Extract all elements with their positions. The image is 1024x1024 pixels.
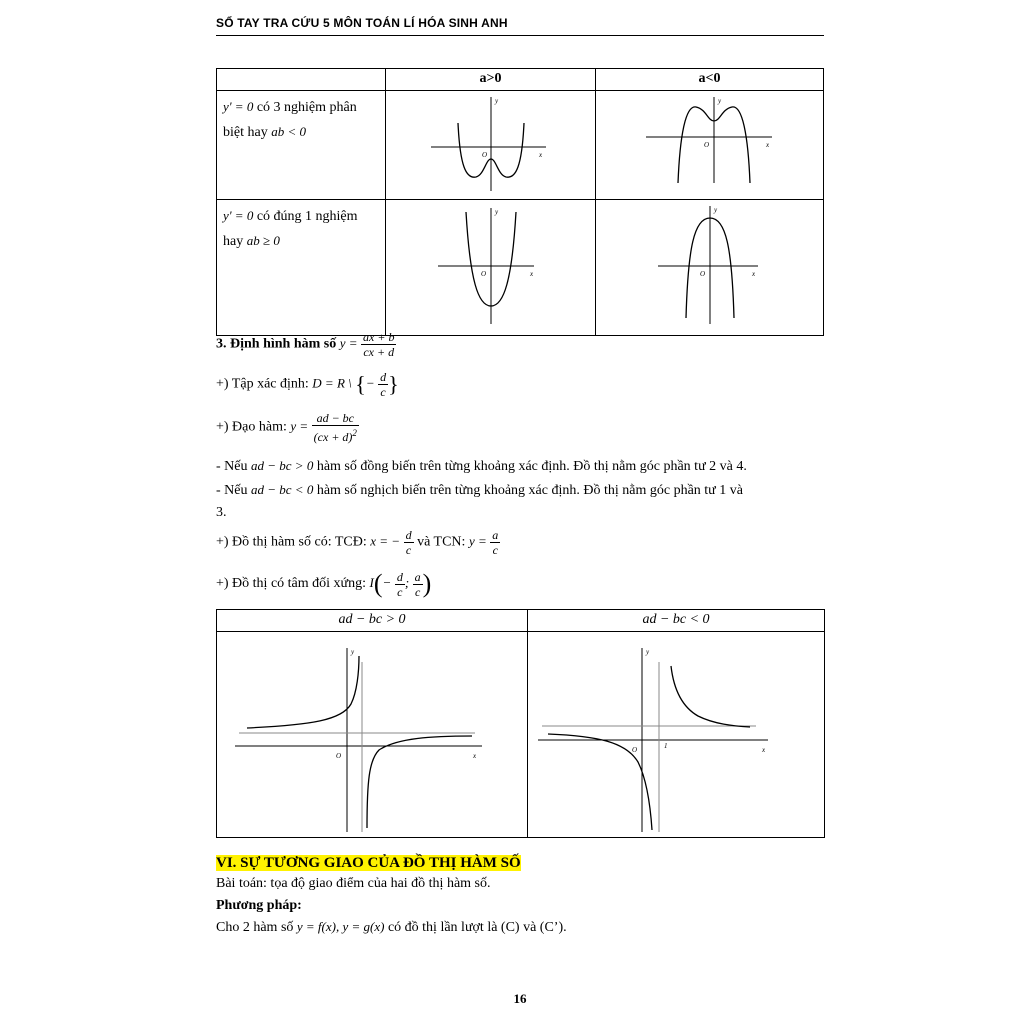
col-header-positive: ad − bc > 0 (217, 610, 528, 632)
given-suffix: có đồ thị lần lượt là (C) và (C’). (387, 920, 567, 935)
col-header-a-negative: a<0 (596, 69, 824, 91)
curve-right-branch (367, 736, 472, 828)
graph-cap-shape (596, 200, 823, 330)
case2-text: hàm số nghịch biến trên từng khoảng xác định. Đồ thị nằm góc phần tư 1 và (316, 483, 743, 498)
case2-line (216, 482, 743, 499)
graph-decreasing-hyperbola (528, 632, 824, 832)
section6-method: Phương pháp: (216, 898, 302, 913)
derivative-label: +) Đạo hàm: (216, 419, 287, 435)
case2-prefix: - Nếu (216, 483, 248, 498)
rational-shapes-table (216, 609, 825, 838)
curve-right-branch (671, 666, 750, 727)
asymptote-x-fraction: $\frac{d}{c}$ (405, 528, 412, 557)
asymptote-y-fraction: $\frac{a}{c}$ (492, 528, 499, 557)
text-or: hay (223, 234, 244, 249)
section3-title: 3. Định hình hàm số (216, 336, 337, 352)
given-math: y = f(x), y = g(x) (296, 919, 385, 934)
y-axis-label: y (714, 206, 718, 214)
brace-open: { (355, 371, 366, 397)
running-header: SỔ TAY TRA CỨU 5 MÔN TOÁN LÍ HÓA SINH ANH (216, 16, 508, 30)
col-header-negative: ad − bc < 0 (528, 610, 825, 632)
graph-cell-w-shape (386, 91, 596, 200)
tick-label-one: 1 (664, 742, 668, 750)
derivative-denominator: (cx + d)$^2$ (313, 428, 357, 444)
x-axis-label: x (473, 752, 477, 760)
origin-label: O (700, 270, 706, 278)
asymptote-and: và TCN: (417, 534, 466, 550)
graph-u-shape (386, 200, 595, 330)
origin-label: O (632, 746, 638, 754)
text-distinct-or: biệt hay (223, 125, 268, 140)
math-yprime-zero: y' = 0 (223, 208, 254, 223)
func-numerator: ax + b (363, 330, 395, 344)
domain-numerator: d (380, 370, 387, 384)
x-axis-label: x (766, 141, 770, 149)
math-ab-negative: ab < 0 (271, 124, 306, 139)
x-axis-label: x (762, 746, 766, 754)
y-axis-label: y (718, 97, 722, 105)
page-number: 16 (513, 991, 527, 1006)
case1-text: hàm số đồng biến trên từng khoảng xác định. Đồ thị nằm góc phần tư 2 và 4. (316, 459, 747, 474)
y-axis-label: y (495, 208, 499, 216)
curve-left-branch (247, 656, 359, 728)
func-lhs: y = (339, 335, 358, 351)
center-label: +) Đồ thị có tâm đối xứng: (216, 576, 367, 592)
asymptote-line (216, 528, 500, 557)
text-one-root: có đúng 1 nghiệm (256, 209, 358, 224)
y-axis-label: y (495, 97, 499, 105)
derivative-numerator: ad − bc (312, 411, 359, 426)
graph-cell-m-shape (596, 91, 824, 200)
graph-m-shape (596, 91, 823, 194)
given-prefix: Cho 2 hàm số (216, 920, 294, 935)
row-label-three-roots (217, 91, 386, 200)
case2-math: ad − bc < 0 (251, 482, 314, 497)
graph-cell-decreasing-hyperbola (528, 632, 825, 838)
y-axis-label: y (351, 648, 355, 656)
domain-label: +) Tập xác định: (216, 376, 309, 392)
graph-w-shape (386, 91, 595, 194)
asymptote-label: +) Đồ thị hàm số có: TCĐ: (216, 534, 367, 550)
derivative-lhs: y = (290, 418, 309, 434)
asymptote-x: x = − (370, 533, 401, 549)
section6-title: VI. SỰ TƯƠNG GIAO CỦA ĐỒ THỊ HÀM SỐ (216, 855, 521, 871)
y-axis-label: y (646, 648, 650, 656)
x-axis-label: x (530, 270, 534, 278)
case1-line (216, 458, 747, 475)
derivative-line (216, 411, 359, 444)
center-fraction-1: $\frac{d}{c}$ (396, 569, 403, 599)
text-three-roots: có 3 nghiệm phân (256, 100, 357, 115)
graph-increasing-hyperbola (217, 632, 527, 832)
x-axis-label: x (752, 270, 756, 278)
case1-prefix: - Nếu (216, 459, 248, 474)
case1-math: ad − bc > 0 (251, 458, 314, 473)
x-axis-label: x (539, 151, 543, 159)
quartic-shapes-table (216, 68, 824, 336)
row-label-one-root (217, 200, 386, 336)
graph-cell-increasing-hyperbola (217, 632, 528, 838)
section6-heading (216, 854, 521, 872)
asymptote-y: y = (468, 533, 487, 549)
center-line: +) Đồ thị có tâm đối xứng: I(− $\frac{d}{c}$ ; $\frac{a}{c}$ ) (216, 569, 432, 599)
section6-given (216, 919, 567, 936)
graph-cell-cap-shape (596, 200, 824, 336)
origin-label: O (482, 151, 488, 159)
header-rule (216, 35, 824, 36)
origin-label: O (481, 270, 487, 278)
func-fraction (361, 330, 396, 359)
func-denominator: cx + d (363, 345, 395, 359)
derivative-fraction (312, 411, 359, 444)
math-yprime-zero: y' = 0 (223, 99, 254, 114)
brace-close: } (388, 371, 399, 397)
origin-label: O (704, 141, 710, 149)
domain-fraction (378, 370, 388, 399)
center-I: I (369, 575, 374, 591)
domain-line: +) Tập xác định: D = R \ {− $\frac{d}{c}$ } (216, 370, 399, 399)
case2-text-cont: 3. (216, 505, 227, 520)
section6-problem: Bài toán: tọa độ giao điểm của hai đồ thị hàm số. (216, 876, 491, 891)
center-fraction-2: $\frac{a}{c}$ (414, 569, 421, 599)
graph-cell-u-shape (386, 200, 596, 336)
corner-cell (217, 69, 386, 91)
col-header-a-positive: a>0 (386, 69, 596, 91)
origin-label: O (336, 752, 342, 760)
domain-math: D = R \ (312, 375, 352, 391)
section3-heading (216, 330, 396, 359)
domain-denominator: c (380, 385, 386, 399)
math-ab-nonnegative: ab ≥ 0 (246, 233, 280, 248)
